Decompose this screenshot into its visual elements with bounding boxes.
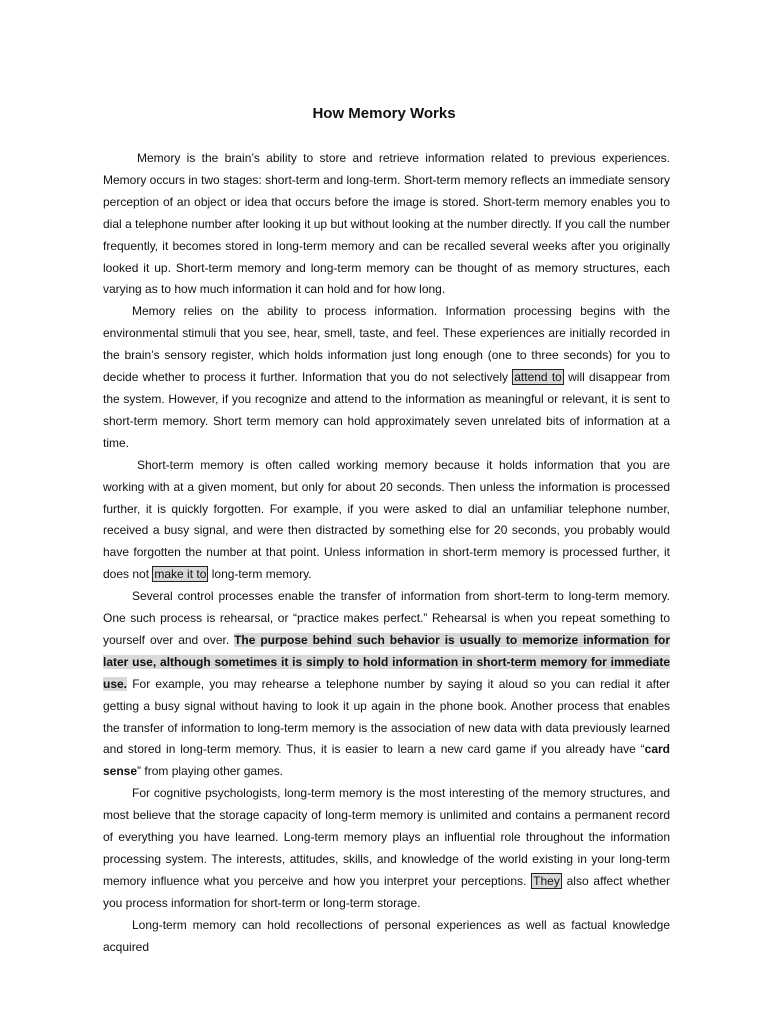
paragraph-3-text-start: Short-term memory is often called working memory because it holds information that you are working with at a given moment, but only for about 20 seconds. Then unless the information is processed further, it is quickly forgotten. For example, if you were asked to dial an unfamiliar telephone number, received a busy signal, and were then distracted by something else for 20 seconds, you probably would have forgotten the number at that point. Unless information in short-term memory is processed further, it does not — [103, 457, 670, 582]
paragraph-5-text-start: For cognitive psychologists, long-term memory is the most interesting of the memory structures, and most believe that the storage capacity of long-term memory is unlimited and contains a permanent record of everything you have learned. Long-term memory plays an influential role throughout the information processing system. The interests, attitudes, skills, and knowledge of the world existing in your long-term memory influence what you perceive and how you interpret your perceptions. — [103, 786, 670, 888]
paragraph-2 — [103, 301, 670, 454]
paragraph-4-text-start: Several control processes enable the transfer of information from short-term to long-term memory. One such process is rehearsal, or “practice makes perfect.” Rehearsal is when you repeat something to yourself over and over. — [103, 589, 670, 647]
paragraph-2-text-end: will disappear from the system. However, if you recognize and attend to the information as meaningful or relevant, it is sent to short-term memory. Short term memory can hold approximately seven unrelated bits of information at a time. — [103, 370, 670, 450]
paragraph-5 — [103, 783, 670, 914]
boxed-word-they: They — [533, 873, 560, 888]
boxed-phrase-attend-to: attend to — [514, 370, 562, 385]
boxed-phrase-make-it-to: make it to — [154, 567, 207, 582]
bold-phrase-card-sense: card sense — [103, 742, 670, 779]
document-body — [103, 148, 670, 959]
paragraph-2-text-start: Memory relies on the ability to process information. Information processing begins with the environmental stimuli that you see, hear, smell, taste, and feel. These experiences are initially recorded in the brain’s sensory register, which holds information just long enough (one to three seconds) for you to decide whether to process it further. Information that you do not selectively — [103, 304, 670, 385]
paragraph-4 — [103, 586, 670, 783]
paragraph-3 — [103, 455, 670, 586]
paragraph-4-text-middle: For example, you may rehearse a telephone number by saying it aloud so you can redial it after getting a busy signal without having to look it up again in the phone book. Another process that enables the transfer of information to long-term memory is the association of new data with data previously learned and stored in long-term memory. Thus, it is easier to learn a new card game if you already have “ — [103, 676, 670, 757]
paragraph-3-text-end: long-term memory. — [208, 567, 312, 582]
paragraph-1: Memory is the brain’s ability to store and retrieve information related to previous experiences. Memory occurs in two stages: short-term and long-term. Short-term memory reflects an immediate sensory perception of an object or idea that occurs before the image is stored. Short-term memory enables you to dial a telephone number after looking it up but without looking at the number directly. If you call the number frequently, it becomes stored in long-term memory and can be recalled several weeks after you originally looked it up. Short-term memory and long-term memory can be thought of as memory structures, each varying as to how much information it can hold and for how long. — [103, 151, 670, 297]
highlighted-sentence: The purpose behind such behavior is usually to memorize information for later use, although sometimes it is simply to hold information in short-term memory for immediate use. — [103, 632, 670, 691]
paragraph-5-text-end: also affect whether you process information for short-term or long-term storage. — [103, 873, 671, 910]
paragraph-6: Long-term memory can hold recollections of personal experiences as well as factual knowledge acquired — [103, 917, 670, 954]
document-title: How Memory Works — [312, 105, 456, 122]
paragraph-4-text-end: ” from playing other games. — [137, 764, 284, 779]
